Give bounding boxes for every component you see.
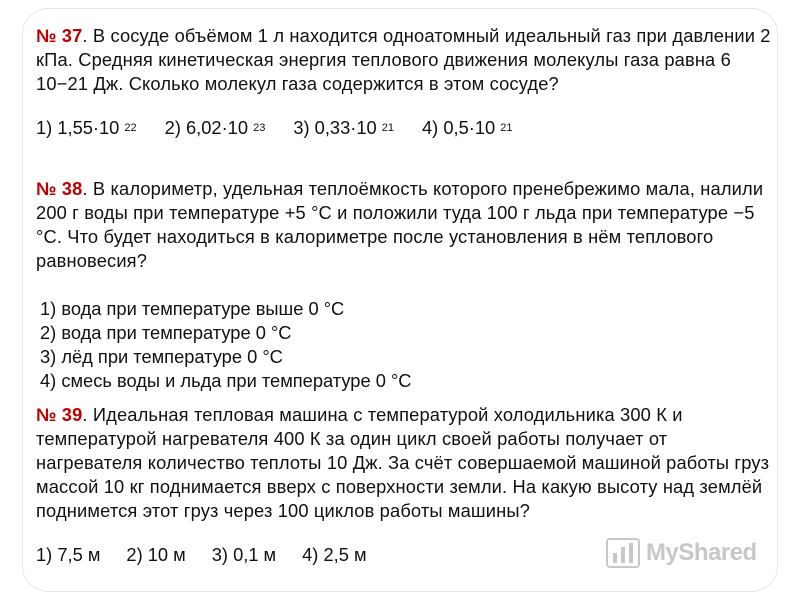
answer-exponent: 21 [500,122,513,134]
number-separator: . [82,178,93,199]
answer-option [36,116,137,143]
watermark [606,538,757,568]
problem-38-body: В калориметр, удельная теплоёмкость которого пренебрежимо мала, налили 200 г воды при температуре +5 °С и положили туда 100 г льда при температуре −5 °С. Что будет находиться в калориметре после установления в нём теплового равновесия? [36,178,764,271]
problem-38-text [36,177,776,273]
answer-option: 1) вода при температуре выше 0 °С [40,298,345,319]
problem-39-number: № 39 [36,404,83,425]
answer-exponent: 22 [124,122,137,134]
problem-37-body: В сосуде объёмом 1 л находится одноатомный идеальный газ при давлении 2 кПа. Средняя кинетическая энергия теплового движения молекулы газа равна 6 10−21 Дж. Сколько молекул газа содержится в этом сосуде? [36,25,771,94]
number-separator: . [82,404,93,425]
answer-base: 3) 0,33·10 [293,117,382,138]
watermark-text: MyShared [646,539,757,566]
answer-option: 3) лёд при температуре 0 °С [40,346,283,367]
problem-37 [36,24,776,143]
problem-37-number: № 37 [36,25,83,46]
answer-option: 2) 10 м [126,544,186,565]
answer-option: 3) 0,1 м [211,544,277,565]
answer-base: 4) 0,5·10 [422,117,501,138]
answer-option [422,116,513,143]
number-separator: . [82,25,93,46]
answer-option: 4) смесь воды и льда при температуре 0 °С [40,370,412,391]
problem-38-answers [40,297,776,393]
problem-38-number: № 38 [36,178,83,199]
problem-37-text [36,24,776,96]
answer-exponent: 23 [253,122,266,134]
answer-option [165,116,266,143]
answer-base: 1) 1,55·10 [36,117,125,138]
answer-option: 4) 2,5 м [302,544,367,565]
problem-39-body: Идеальная тепловая машина с температурой холодильника 300 К и температурой нагревателя 400 К за один цикл своей работы получает от нагревателя количество теплоты 10 Дж. За счёт совершаемой машиной работы груз массой 10 кг поднимается вверх с поверхности земли. На какую высоту над землёй поднимется этот груз через 100 циклов работы машины? [36,404,770,521]
answer-exponent: 21 [381,122,395,134]
problem-39-text [36,403,776,523]
chart-bars-icon [606,538,640,568]
problem-37-answers [36,116,776,143]
problem-38 [36,177,776,393]
answer-option: 1) 7,5 м [36,544,101,565]
answer-option: 2) вода при температуре 0 °С [40,322,292,343]
answer-option [293,116,394,143]
answer-base: 2) 6,02·10 [164,117,254,138]
